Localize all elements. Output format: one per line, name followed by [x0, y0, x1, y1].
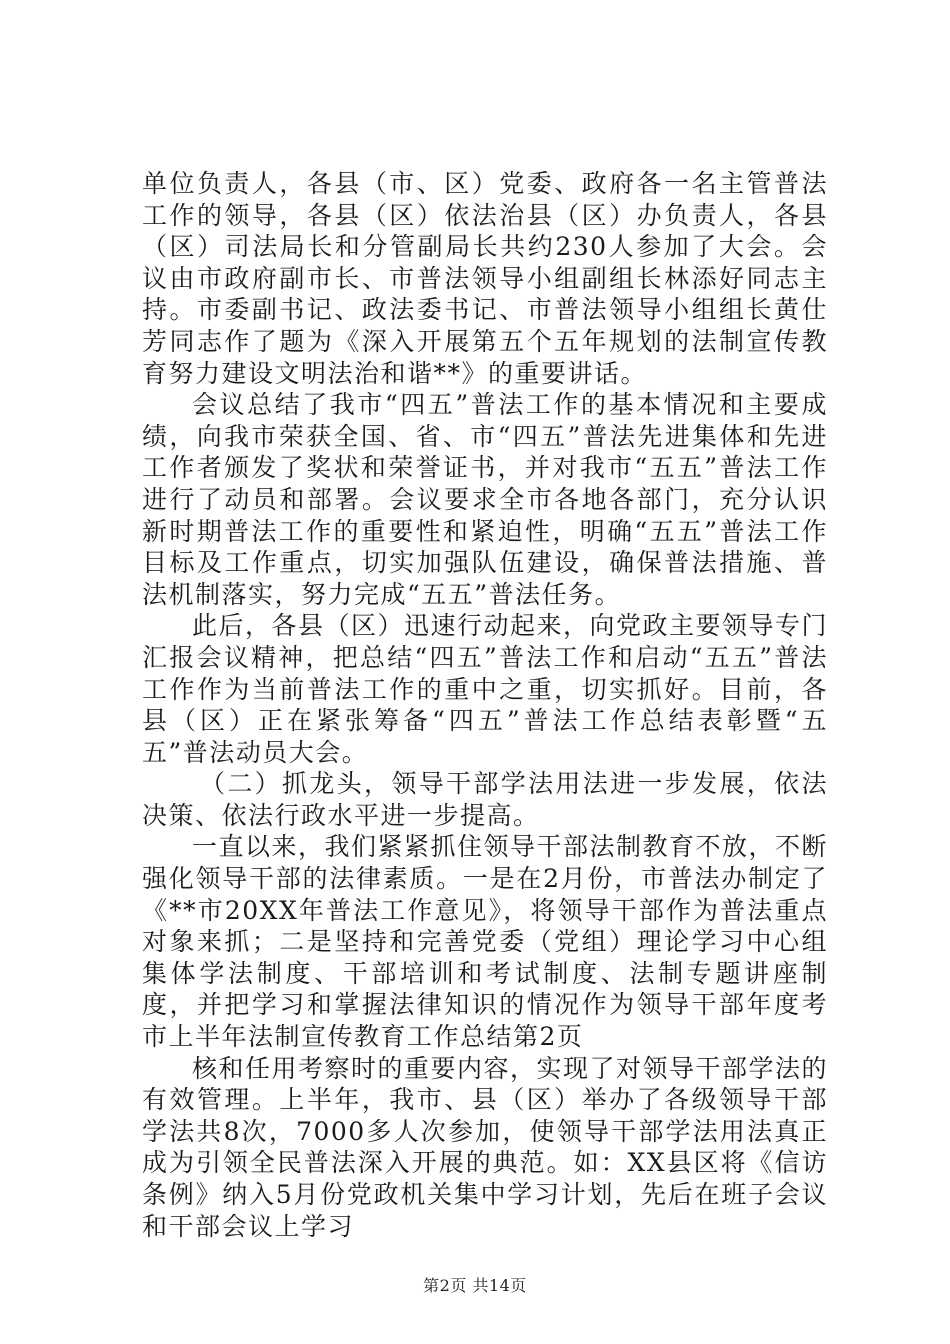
paragraph-5: 核和任用考察时的重要内容，实现了对领导干部学法的有效管理。上半年，我市、县（区）举办了各级领导干部学法共8次，7000多人次参加，使领导干部学法用法真正成为引领全民普法深入开展的典范。如：XX县区将《信访条例》纳入5月份党政机关集中学习计划，先后在班子会议和干部会议上学习: [142, 1053, 829, 1241]
paragraph-4: 一直以来，我们紧紧抓住领导干部法制教育不放，不断强化领导干部的法律素质。一是在2月份，市普法办制定了《**市20XX年普法工作意见》，将领导干部作为普法重点对象来抓；二是坚持和完善党委（党组）理论学习中心组集体学法制度、干部培训和考试制度、法制专题讲座制度，并把学习和掌握法律知识的情况作为领导干部年度考市上半年法制宣传教育工作总结第2页: [142, 832, 829, 1052]
paragraph-3: 此后，各县（区）迅速行动起来，向党政主要领导专门汇报会议精神，把总结“四五”普法工作和启动“五五”普法工作作为当前普法工作的重中之重，切实抓好。目前，各县（区）正在紧张筹备“四五”普法工作总结表彰暨“五五”普法动员大会。: [142, 611, 829, 767]
paragraph-2: 会议总结了我市“四五”普法工作的基本情况和主要成绩，向我市荣获全国、省、市“四五”普法先进集体和先进工作者颁发了奖状和荣誉证书，并对我市“五五”普法工作进行了动员和部署。会议要求全市各地各部门，充分认识新时期普法工作的重要性和紧迫性，明确“五五”普法工作目标及工作重点，切实加强队伍建设，确保普法措施、普法机制落实，努力完成“五五”普法任务。: [142, 390, 828, 609]
section-heading: （二）抓龙头，领导干部学法用法进一步发展，依法决策、依法行政水平进一步提高。: [142, 769, 828, 830]
page-footer: 第2页 共14页: [423, 1276, 527, 1295]
document-body: [142, 168, 828, 1242]
paragraph-1: 单位负责人，各县（市、区）党委、政府各一名主管普法工作的领导，各县（区）依法治县（区）办负责人，各县（区）司法局长和分管副局长共约230人参加了大会。会议由市政府副市长、市普法领导小组副组长林添好同志主持。市委副书记、政法委书记、市普法领导小组组长黄仕芳同志作了题为《深入开展第五个五年规划的法制宣传教育努力建设文明法治和谐**》的重要讲话。: [142, 169, 828, 388]
